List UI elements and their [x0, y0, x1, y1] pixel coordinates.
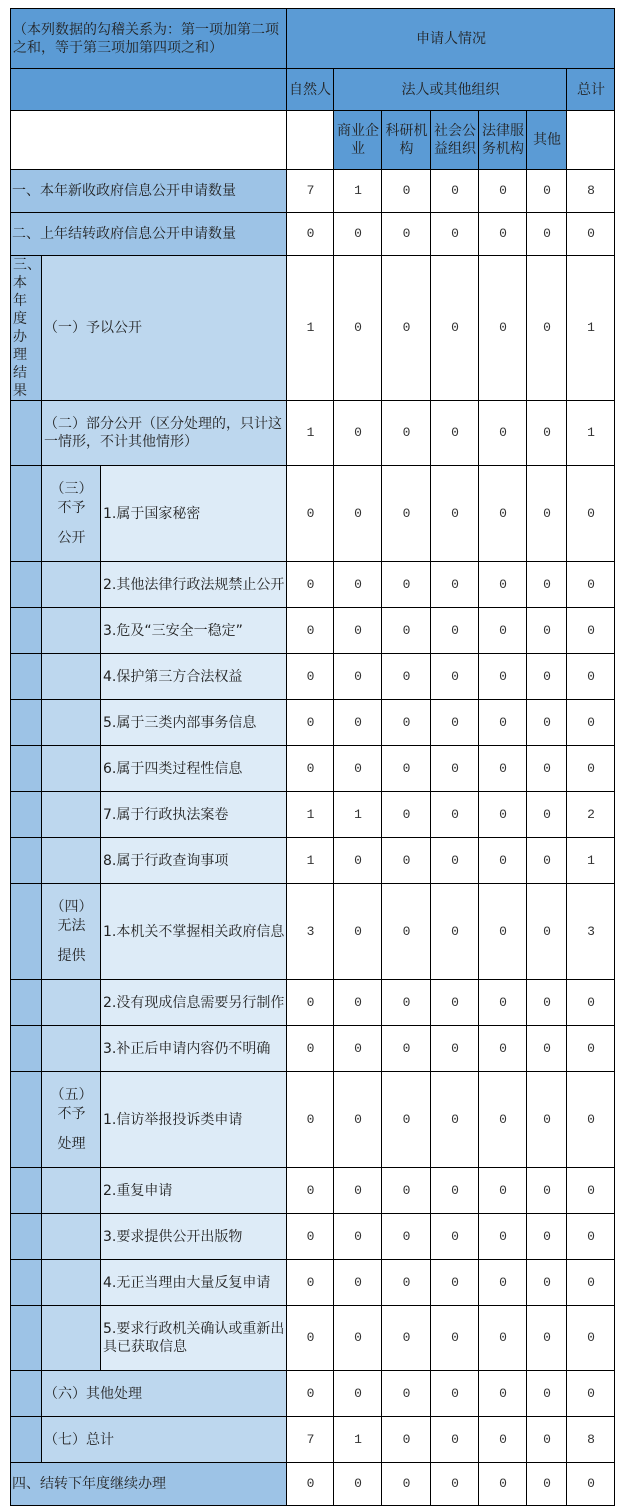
section-spacer-cell: [11, 1306, 42, 1371]
section-spacer-cell: [11, 1371, 42, 1417]
section-spacer-cell: [11, 792, 42, 838]
cell-legal-service-org: 0: [479, 170, 527, 213]
group-spacer-cell: [42, 700, 101, 746]
group-unable-to-provide: [42, 884, 101, 980]
cell-public-welfare-org: 0: [431, 980, 479, 1026]
table-row: [11, 700, 615, 746]
cell-research-institution: 0: [382, 1168, 431, 1214]
cell-public-welfare-org: 0: [431, 608, 479, 654]
table-row: [11, 1306, 615, 1371]
cell-legal-service-org: 0: [479, 1371, 527, 1417]
cell-public-welfare-org: 0: [431, 1168, 479, 1214]
cell-public-welfare-org: 0: [431, 1214, 479, 1260]
table-row: [11, 608, 615, 654]
cell-other: 0: [527, 608, 567, 654]
cell-total: 0: [567, 1306, 615, 1371]
cell-legal-service-org: 0: [479, 1306, 527, 1371]
group-spacer-cell: [42, 1026, 101, 1072]
cell-natural-person: 0: [287, 608, 334, 654]
cell-research-institution: 0: [382, 256, 431, 401]
cell-commercial-enterprise: 1: [334, 1417, 382, 1463]
row-label: 6.属于四类过程性信息: [101, 746, 287, 792]
cell-total: 0: [567, 562, 615, 608]
cell-research-institution: 0: [382, 1026, 431, 1072]
cell-public-welfare-org: 0: [431, 746, 479, 792]
cell-total: 0: [567, 466, 615, 562]
section-spacer-cell: [11, 1168, 42, 1214]
public-welfare-org-header: 社会公益组织: [431, 111, 479, 170]
section-spacer-cell: [11, 1072, 42, 1168]
cell-commercial-enterprise: 1: [334, 792, 382, 838]
cell-other: 0: [527, 1463, 567, 1506]
cell-other: 0: [527, 1371, 567, 1417]
cell-commercial-enterprise: 0: [334, 256, 382, 401]
cell-public-welfare-org: 0: [431, 466, 479, 562]
cell-legal-service-org: 0: [479, 1072, 527, 1168]
cell-natural-person: 0: [287, 213, 334, 256]
cell-commercial-enterprise: 0: [334, 401, 382, 466]
natural-person-header: 自然人: [287, 69, 334, 111]
cell-commercial-enterprise: 0: [334, 213, 382, 256]
cell-commercial-enterprise: 0: [334, 654, 382, 700]
cell-research-institution: 0: [382, 884, 431, 980]
section-spacer-cell: [11, 700, 42, 746]
row-label: （七）总计: [42, 1417, 287, 1463]
cell-other: 0: [527, 1072, 567, 1168]
cell-research-institution: 0: [382, 1371, 431, 1417]
cell-legal-service-org: 0: [479, 654, 527, 700]
cell-other: 0: [527, 746, 567, 792]
cell-research-institution: 0: [382, 562, 431, 608]
cell-total: 0: [567, 1026, 615, 1072]
cell-natural-person: 7: [287, 170, 334, 213]
group-label-line: 公开: [57, 529, 86, 546]
table-row: [11, 654, 615, 700]
applicant-situation-header: 申请人情况: [287, 9, 615, 69]
cell-research-institution: 0: [382, 1260, 431, 1306]
cell-total: 0: [567, 213, 615, 256]
group-spacer-cell: [42, 980, 101, 1026]
row-label: 3.要求提供公开出版物: [101, 1214, 287, 1260]
cell-natural-person: 0: [287, 1214, 334, 1260]
cell-public-welfare-org: 0: [431, 170, 479, 213]
row-label: 四、结转下年度继续办理: [11, 1463, 287, 1506]
cell-other: 0: [527, 1026, 567, 1072]
cell-natural-person: 0: [287, 1072, 334, 1168]
section-spacer-cell: [11, 562, 42, 608]
cell-research-institution: 0: [382, 466, 431, 562]
cell-commercial-enterprise: 0: [334, 700, 382, 746]
cell-other: 0: [527, 980, 567, 1026]
cell-commercial-enterprise: 0: [334, 608, 382, 654]
cell-total: 8: [567, 170, 615, 213]
row-label: 7.属于行政执法案卷: [101, 792, 287, 838]
cell-public-welfare-org: 0: [431, 884, 479, 980]
cell-natural-person: 0: [287, 1260, 334, 1306]
cell-legal-service-org: 0: [479, 256, 527, 401]
group-label-line: 处理: [57, 1135, 86, 1152]
section-spacer-cell: [11, 1026, 42, 1072]
cell-research-institution: 0: [382, 1214, 431, 1260]
cell-total: 0: [567, 980, 615, 1026]
cell-commercial-enterprise: 1: [334, 170, 382, 213]
disclosure-statistics-table: [10, 8, 615, 1506]
cell-public-welfare-org: 0: [431, 256, 479, 401]
cell-research-institution: 0: [382, 1417, 431, 1463]
cell-natural-person: 1: [287, 401, 334, 466]
cell-total: 0: [567, 1260, 615, 1306]
cell-public-welfare-org: 0: [431, 562, 479, 608]
cell-natural-person: 3: [287, 884, 334, 980]
cell-research-institution: 0: [382, 608, 431, 654]
row-label: 二、上年结转政府信息公开申请数量: [11, 213, 287, 256]
group-spacer-cell: [42, 1306, 101, 1371]
cell-public-welfare-org: 0: [431, 1463, 479, 1506]
row-label: 2.没有现成信息需要另行制作: [101, 980, 287, 1026]
cell-other: 0: [527, 1260, 567, 1306]
cell-commercial-enterprise: 0: [334, 1463, 382, 1506]
row-label: 一、本年新收政府信息公开申请数量: [11, 170, 287, 213]
section-spacer-cell: [11, 838, 42, 884]
table-row: [11, 1168, 615, 1214]
cell-natural-person: 0: [287, 980, 334, 1026]
cell-total: 0: [567, 1371, 615, 1417]
cell-other: 0: [527, 884, 567, 980]
row-label: 4.保护第三方合法权益: [101, 654, 287, 700]
cell-legal-service-org: 0: [479, 700, 527, 746]
cell-commercial-enterprise: 0: [334, 562, 382, 608]
table-row: [11, 746, 615, 792]
cell-natural-person: 1: [287, 838, 334, 884]
cell-legal-service-org: 0: [479, 1168, 527, 1214]
row-label: 8.属于行政查询事项: [101, 838, 287, 884]
cell-commercial-enterprise: 0: [334, 980, 382, 1026]
group-spacer-cell: [42, 1260, 101, 1306]
cell-research-institution: 0: [382, 170, 431, 213]
cell-natural-person: 1: [287, 792, 334, 838]
cell-legal-service-org: 0: [479, 792, 527, 838]
section-spacer-cell: [11, 401, 42, 466]
cell-research-institution: 0: [382, 980, 431, 1026]
cell-research-institution: 0: [382, 1072, 431, 1168]
cell-natural-person: 0: [287, 746, 334, 792]
cell-legal-service-org: 0: [479, 1214, 527, 1260]
cell-other: 0: [527, 401, 567, 466]
group-spacer-cell: [42, 608, 101, 654]
cell-total: 0: [567, 1214, 615, 1260]
cell-total: 0: [567, 746, 615, 792]
cell-public-welfare-org: 0: [431, 792, 479, 838]
group-spacer-cell: [42, 746, 101, 792]
section-spacer-cell: [11, 466, 42, 562]
cell-other: 0: [527, 466, 567, 562]
cell-natural-person: 0: [287, 700, 334, 746]
cell-total: 0: [567, 608, 615, 654]
header-blank-cell: [11, 69, 287, 111]
row-label: （二）部分公开（区分处理的，只计这一情形，不计其他情形）: [42, 401, 287, 466]
section-spacer-cell: [11, 746, 42, 792]
cell-research-institution: 0: [382, 654, 431, 700]
header-row: [11, 111, 615, 170]
group-label-line: 无法: [57, 917, 86, 934]
table-row: [11, 1260, 615, 1306]
cell-commercial-enterprise: 0: [334, 746, 382, 792]
cell-commercial-enterprise: 0: [334, 1371, 382, 1417]
cell-other: 0: [527, 1214, 567, 1260]
group-label-line: （三）: [50, 480, 93, 497]
cell-legal-service-org: 0: [479, 466, 527, 562]
legal-person-group-header: 法人或其他组织: [334, 69, 567, 111]
table-row: [11, 1214, 615, 1260]
cell-other: 0: [527, 654, 567, 700]
total-header: 总计: [567, 69, 615, 111]
group-label-line: （四）: [50, 898, 93, 915]
cell-legal-service-org: 0: [479, 213, 527, 256]
cell-other: 0: [527, 838, 567, 884]
cell-natural-person: 0: [287, 1168, 334, 1214]
cell-total: 2: [567, 792, 615, 838]
cell-public-welfare-org: 0: [431, 1371, 479, 1417]
cell-public-welfare-org: 0: [431, 1026, 479, 1072]
cell-total: 3: [567, 884, 615, 980]
group-spacer-cell: [42, 1168, 101, 1214]
table-row: [11, 256, 615, 401]
table-row: [11, 1026, 615, 1072]
other-org-header: 其他: [527, 111, 567, 170]
cell-legal-service-org: 0: [479, 1417, 527, 1463]
cell-other: 0: [527, 213, 567, 256]
row-label: 3.补正后申请内容仍不明确: [101, 1026, 287, 1072]
header-blank-cell: [567, 111, 615, 170]
row-label: 2.重复申请: [101, 1168, 287, 1214]
group-label-line: 提供: [57, 947, 86, 964]
cell-total: 8: [567, 1417, 615, 1463]
table-row: [11, 1417, 615, 1463]
cell-public-welfare-org: 0: [431, 838, 479, 884]
cell-public-welfare-org: 0: [431, 1260, 479, 1306]
row-label: （六）其他处理: [42, 1371, 287, 1417]
section-spacer-cell: [11, 654, 42, 700]
table-row: [11, 792, 615, 838]
cell-commercial-enterprise: 0: [334, 838, 382, 884]
header-blank-cell: [287, 111, 334, 170]
table-row: [11, 466, 615, 562]
cell-commercial-enterprise: 0: [334, 1026, 382, 1072]
cell-commercial-enterprise: 0: [334, 1072, 382, 1168]
cell-total: 0: [567, 1168, 615, 1214]
cell-other: 0: [527, 1168, 567, 1214]
table-row: [11, 1463, 615, 1506]
cell-legal-service-org: 0: [479, 1463, 527, 1506]
table-note: （本列数据的勾稽关系为：第一项加第二项之和，等于第三项加第四项之和）: [11, 9, 287, 69]
cell-legal-service-org: 0: [479, 884, 527, 980]
row-label: 4.无正当理由大量反复申请: [101, 1260, 287, 1306]
row-label: 2.其他法律行政法规禁止公开: [101, 562, 287, 608]
cell-other: 0: [527, 256, 567, 401]
group-label-line: 不予: [57, 1105, 86, 1122]
cell-research-institution: 0: [382, 213, 431, 256]
table-row: [11, 401, 615, 466]
cell-natural-person: 0: [287, 654, 334, 700]
cell-public-welfare-org: 0: [431, 1417, 479, 1463]
cell-legal-service-org: 0: [479, 1026, 527, 1072]
header-row: [11, 69, 615, 111]
group-label-line: （五）: [50, 1086, 93, 1103]
cell-total: 0: [567, 700, 615, 746]
cell-legal-service-org: 0: [479, 838, 527, 884]
section-spacer-cell: [11, 608, 42, 654]
cell-other: 0: [527, 1306, 567, 1371]
section-spacer-cell: [11, 1214, 42, 1260]
cell-research-institution: 0: [382, 401, 431, 466]
cell-natural-person: 0: [287, 562, 334, 608]
cell-legal-service-org: 0: [479, 746, 527, 792]
table-row: [11, 213, 615, 256]
cell-natural-person: 0: [287, 1026, 334, 1072]
cell-total: 0: [567, 654, 615, 700]
header-row: [11, 9, 615, 69]
cell-public-welfare-org: 0: [431, 1072, 479, 1168]
group-spacer-cell: [42, 838, 101, 884]
group-not-processed: [42, 1072, 101, 1168]
section-three-title: 三、本年度办理结果: [11, 256, 42, 401]
cell-commercial-enterprise: 0: [334, 1168, 382, 1214]
table-row: [11, 170, 615, 213]
header-blank-cell: [11, 111, 287, 170]
row-label: 3.危及“三安全一稳定”: [101, 608, 287, 654]
cell-research-institution: 0: [382, 1463, 431, 1506]
cell-other: 0: [527, 1417, 567, 1463]
cell-commercial-enterprise: 0: [334, 884, 382, 980]
cell-research-institution: 0: [382, 700, 431, 746]
table-row: [11, 1371, 615, 1417]
row-label: 5.要求行政机关确认或重新出具已获取信息: [101, 1306, 287, 1371]
cell-public-welfare-org: 0: [431, 401, 479, 466]
row-label: （一）予以公开: [42, 256, 287, 401]
row-label: 1.属于国家秘密: [101, 466, 287, 562]
cell-natural-person: 0: [287, 1371, 334, 1417]
cell-research-institution: 0: [382, 838, 431, 884]
cell-research-institution: 0: [382, 1306, 431, 1371]
cell-research-institution: 0: [382, 746, 431, 792]
section-spacer-cell: [11, 884, 42, 980]
cell-commercial-enterprise: 0: [334, 1260, 382, 1306]
cell-natural-person: 7: [287, 1417, 334, 1463]
table-row: [11, 884, 615, 980]
cell-natural-person: 0: [287, 1463, 334, 1506]
cell-total: 0: [567, 1463, 615, 1506]
cell-other: 0: [527, 170, 567, 213]
section-spacer-cell: [11, 1417, 42, 1463]
group-label-line: 不予: [57, 499, 86, 516]
group-spacer-cell: [42, 654, 101, 700]
cell-total: 1: [567, 838, 615, 884]
group-spacer-cell: [42, 792, 101, 838]
cell-total: 1: [567, 401, 615, 466]
cell-legal-service-org: 0: [479, 562, 527, 608]
cell-legal-service-org: 0: [479, 980, 527, 1026]
cell-public-welfare-org: 0: [431, 700, 479, 746]
cell-other: 0: [527, 562, 567, 608]
cell-commercial-enterprise: 0: [334, 466, 382, 562]
section-spacer-cell: [11, 1260, 42, 1306]
cell-commercial-enterprise: 0: [334, 1306, 382, 1371]
cell-public-welfare-org: 0: [431, 213, 479, 256]
table-row: [11, 562, 615, 608]
cell-other: 0: [527, 792, 567, 838]
cell-legal-service-org: 0: [479, 401, 527, 466]
cell-natural-person: 0: [287, 466, 334, 562]
table-row: [11, 1072, 615, 1168]
research-institution-header: 科研机构: [382, 111, 431, 170]
row-label: 5.属于三类内部事务信息: [101, 700, 287, 746]
cell-commercial-enterprise: 0: [334, 1214, 382, 1260]
table-row: [11, 980, 615, 1026]
row-label: 1.本机关不掌握相关政府信息: [101, 884, 287, 980]
group-spacer-cell: [42, 562, 101, 608]
cell-research-institution: 0: [382, 792, 431, 838]
commercial-enterprise-header: 商业企业: [334, 111, 382, 170]
cell-public-welfare-org: 0: [431, 1306, 479, 1371]
section-spacer-cell: [11, 980, 42, 1026]
cell-other: 0: [527, 700, 567, 746]
group-spacer-cell: [42, 1214, 101, 1260]
cell-legal-service-org: 0: [479, 1260, 527, 1306]
cell-natural-person: 0: [287, 1306, 334, 1371]
cell-total: 0: [567, 1072, 615, 1168]
row-label: 1.信访举报投诉类申请: [101, 1072, 287, 1168]
cell-legal-service-org: 0: [479, 608, 527, 654]
cell-total: 1: [567, 256, 615, 401]
group-deny-disclosure: [42, 466, 101, 562]
table-row: [11, 838, 615, 884]
cell-natural-person: 1: [287, 256, 334, 401]
legal-service-org-header: 法律服务机构: [479, 111, 527, 170]
cell-public-welfare-org: 0: [431, 654, 479, 700]
